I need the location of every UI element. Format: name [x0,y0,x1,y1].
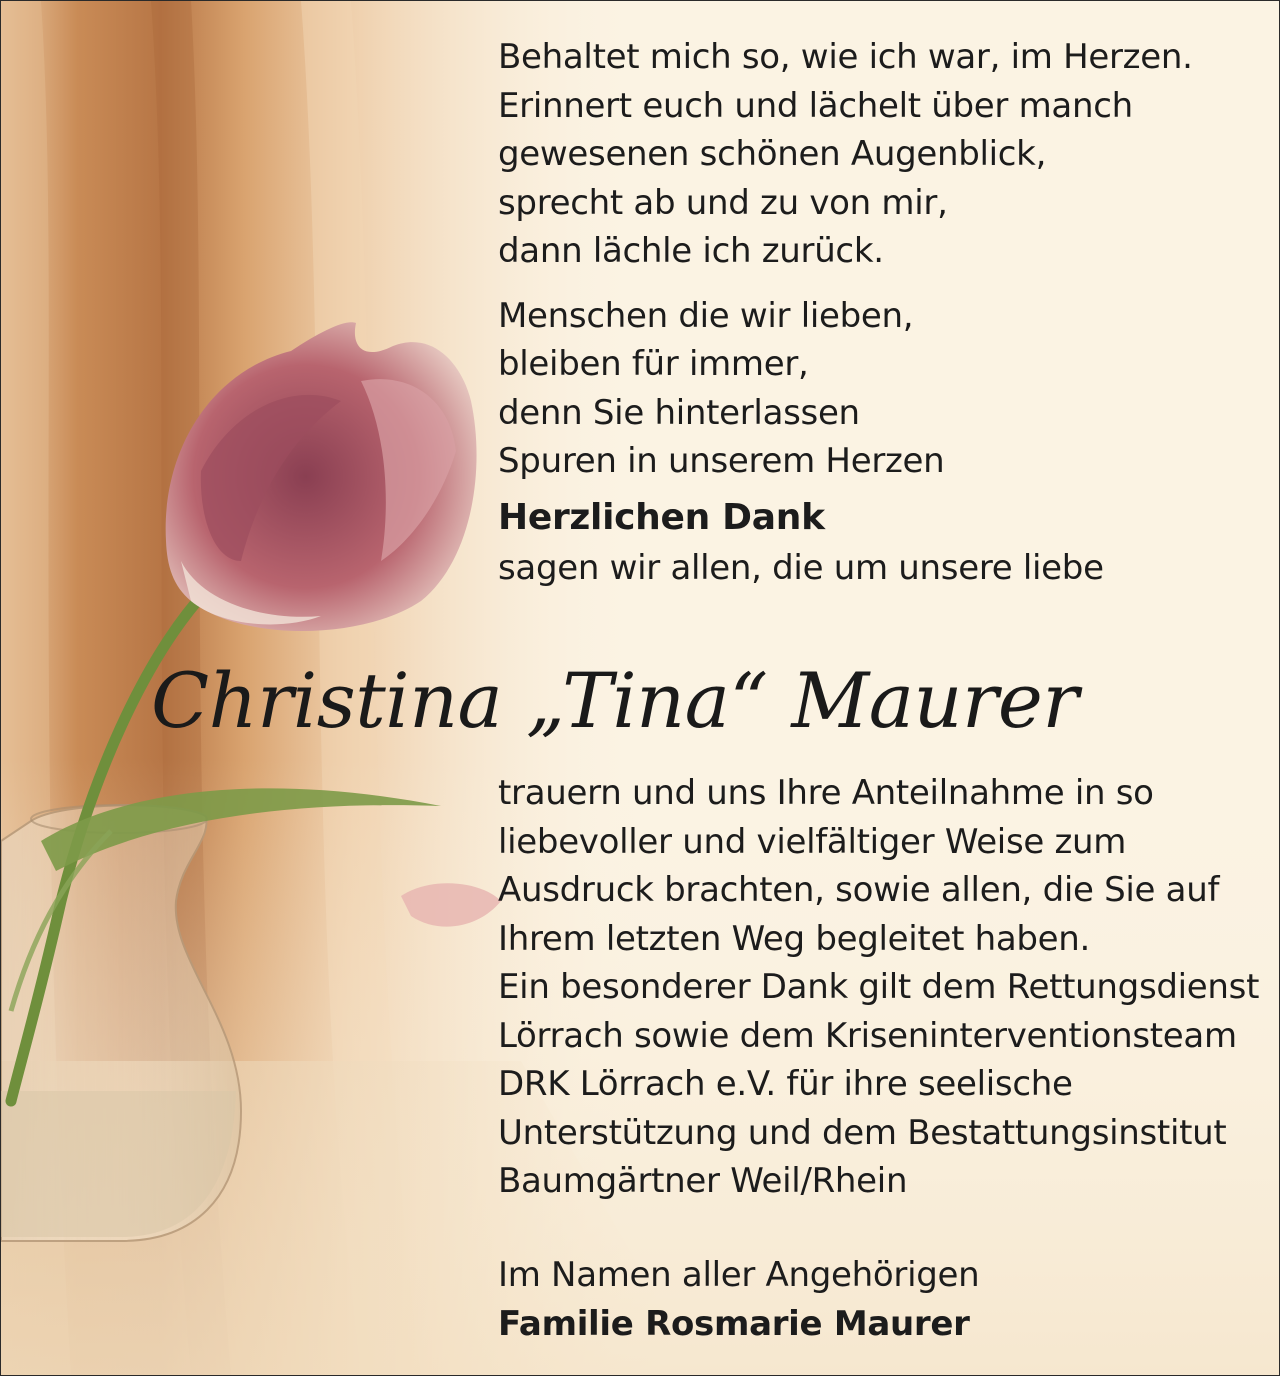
poem-line: Behaltet mich so, wie ich war, im Herzen. [498,37,1193,77]
body-line: trauern und uns Ihre Anteilnahme in so [498,773,1154,813]
thanks-heading: Herzlichen Dank [498,496,825,538]
poem-line: denn Sie hinterlassen [498,392,860,433]
poem-line: Erinnert euch und lächelt über manch [498,85,1133,126]
closing-signature [498,1251,1258,1348]
poem-line: dann lächle ich zurück. [498,231,884,271]
body-line: Unterstützung und dem Bestattungsinstitut [498,1112,1227,1153]
poem-block [498,33,1258,592]
thanks-body [498,769,1258,1206]
poem-line: Spuren in unserem Herzen [498,441,945,481]
body-line: Lörrach sowie dem Kriseninterventionsteam [498,1015,1237,1056]
thanks-line: sagen wir allen, die um unsere liebe [498,547,1104,588]
closing-line: Im Namen aller Angehörigen [498,1255,980,1295]
poem-stanza-1 [498,33,1258,276]
body-line: liebevoller und vielfältiger Weise zum [498,821,1127,862]
deceased-name: Christina „Tina“ Maurer [151,656,1079,745]
poem-line: sprecht ab und zu von mir, [498,182,948,223]
poem-line: bleiben für immer, [498,344,809,384]
body-line: DRK Lörrach e.V. für ihre seelische [498,1064,1073,1104]
poem-line: Menschen die wir lieben, [498,295,914,336]
body-line: Ihrem letzten Weg begleitet haben. [498,918,1091,959]
body-line: Ausdruck brachten, sowie allen, die Sie auf [498,870,1220,910]
body-line: Baumgärtner Weil/Rhein [498,1161,908,1201]
family-signature: Familie Rosmarie Maurer [498,1303,970,1344]
poem-line: gewesenen schönen Augenblick, [498,134,1047,174]
poem-stanza-2 [498,292,1258,486]
body-line: Ein besonderer Dank gilt dem Rettungsdienst [498,967,1260,1007]
